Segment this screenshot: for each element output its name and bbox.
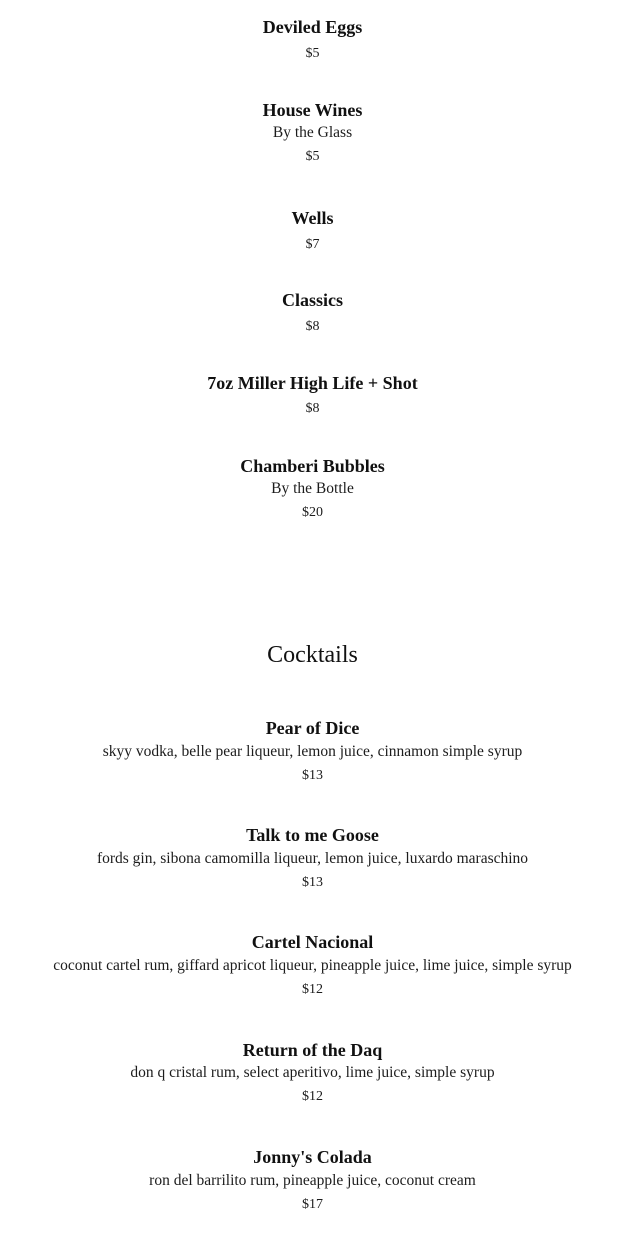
item-price: $13 [302,875,323,890]
item-description: don q cristal rum, select aperitivo, lime juice, simple syrup [130,1064,495,1081]
specials-item-miller-high-life [0,372,625,418]
item-name: 7oz Miller High Life + Shot [207,373,418,393]
specials-item-house-wines [0,99,625,166]
item-price: $8 [305,319,320,334]
item-name: House Wines [262,100,363,120]
specials-item-classics [0,289,625,336]
item-description: fords gin, sibona camomilla liqueur, lemon juice, luxardo maraschino [96,850,529,867]
item-price: $5 [305,46,320,61]
item-price: $12 [302,1089,323,1104]
item-name: Classics [281,290,343,310]
item-price: $17 [302,1197,323,1212]
cocktail-item-jonnys-colada [0,1146,625,1214]
item-price: $5 [305,149,320,164]
specials-item-wells [0,207,625,254]
item-name: Chamberi Bubbles [240,456,385,476]
item-name: Jonny's Colada [253,1147,372,1167]
cocktail-item-pear-of-dice [0,717,625,785]
item-price: $12 [302,982,323,997]
item-name: Cartel Nacional [251,932,374,952]
item-price: $20 [302,505,323,520]
item-description: coconut cartel rum, giffard apricot liqueur, pineapple juice, lime juice, simple syrup [53,957,572,974]
item-name: Wells [291,208,334,228]
item-name: Deviled Eggs [262,17,363,37]
cocktail-item-talk-to-me-goose [0,824,625,892]
specials-item-chamberi-bubbles [0,455,625,522]
item-description: skyy vodka, belle pear liqueur, lemon juice, cinnamon simple syrup [102,743,523,760]
cocktail-item-return-of-the-daq [0,1039,625,1106]
item-price: $7 [305,237,320,252]
cocktail-item-cartel-nacional [0,931,625,999]
item-name: Pear of Dice [265,718,360,738]
cocktails-heading: Cocktails [267,642,358,668]
item-description: By the Glass [272,124,353,141]
item-price: $13 [302,768,323,783]
item-description: By the Bottle [271,480,354,497]
item-name: Return of the Daq [242,1040,383,1060]
item-price: $8 [305,401,320,416]
item-name: Talk to me Goose [246,825,379,845]
item-description: ron del barrilito rum, pineapple juice, coconut cream [149,1172,476,1189]
specials-item-deviled-eggs [0,16,625,63]
